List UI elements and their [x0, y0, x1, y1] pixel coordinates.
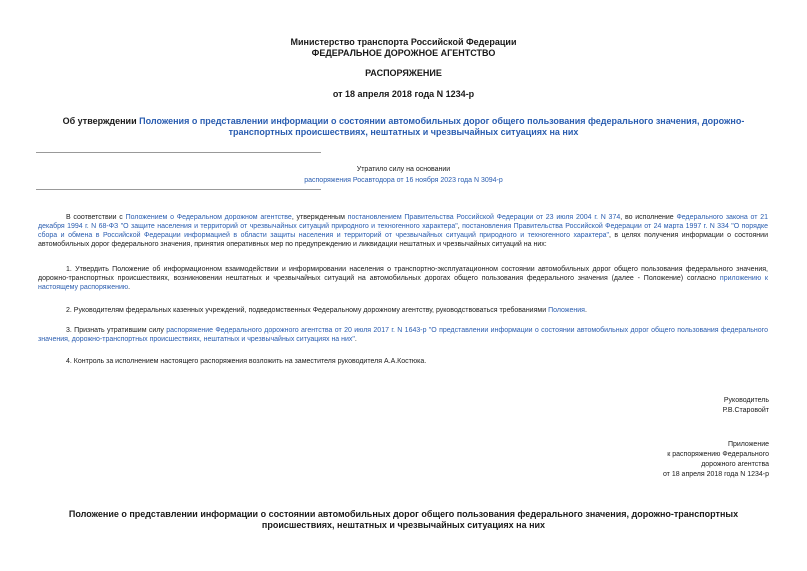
agency-name: ФЕДЕРАЛЬНОЕ ДОРОЖНОЕ АГЕНТСТВО [311, 48, 496, 58]
title-link[interactable]: Положения о представлении информации о состоянии автомобильных дорог общего пользования федерального значения, дорожно-транспортных происшествиях, нештатных и чрезвычайных ситуациях на них [139, 116, 745, 137]
item-2-link[interactable]: Положения [548, 307, 585, 314]
item-4-paragraph [38, 357, 768, 366]
item-3-text: 3. Признать утратившим силу [66, 327, 167, 334]
preamble-paragraph [38, 213, 768, 249]
preamble-link-1[interactable]: Положением о Федеральном дорожном агентстве [125, 214, 292, 221]
item-1-tail: . [128, 284, 131, 291]
item-3-link[interactable]: распоряжение Федерального дорожного агентства от 20 июля 2017 г. N 1643-р "О представлении информации о состоянии автомобильных дорог общего пользования федерального значения, дорожно-транспортных происшествиях, нештатных и чрезвычайных ситуациях на них" [38, 327, 768, 343]
title-prefix: Об утверждении [62, 116, 140, 126]
appendix-line-1: Приложение [727, 441, 769, 448]
document-type: РАСПОРЯЖЕНИЕ [365, 68, 442, 78]
ministry-name: Министерство транспорта Российской Федерации [290, 37, 517, 47]
repeal-note [0, 164, 807, 186]
item-1-paragraph [38, 265, 768, 292]
repeal-text: Утратило силу на основании [356, 166, 451, 173]
signature-name: Р.В.Старовойт [722, 407, 769, 414]
signature-role: Руководитель [723, 397, 769, 404]
preamble-link-2[interactable]: постановлением Правительства Российской Федерации от 23 июля 2004 г. N 374 [347, 214, 621, 221]
item-2-tail: . [584, 307, 587, 314]
item-2-text: 2. Руководителям федеральных казенных учреждений, подведомственных Федеральному дорожному агентству, руководствоваться требованиями [66, 307, 549, 314]
item-2-paragraph [38, 306, 768, 315]
appendix-block [663, 440, 769, 480]
divider-bottom [36, 189, 321, 190]
item-4-text: 4. Контроль за исполнением настоящего распоряжения возложить на заместителя руководителя А.А.Костюка. [66, 358, 427, 365]
document-date: от 18 апреля 2018 года N 1234-р [332, 89, 475, 99]
appendix-line-3: дорожного агентства [701, 461, 769, 468]
signature-block [723, 396, 769, 416]
preamble-text-5: , в целях получения информации о состоянии автомобильных дорог федерального значения, принятия оперативных мер по предупреждению и ликвидации нештатных и чрезвычайных ситуаций на них: [38, 232, 768, 248]
preamble-text-2: , утвержденным [291, 214, 348, 221]
appendix-line-4: от 18 апреля 2018 года N 1234-р [662, 471, 769, 478]
item-1-link[interactable]: приложению к настоящему распоряжению [38, 275, 768, 291]
appendix-title: Положение о представлении информации о состоянии автомобильных дорог общего пользования федерального значения, дорожно-транспортных происшествиях, нештатных и чрезвычайных ситуациях на них [68, 509, 739, 530]
preamble-text-4: , [457, 223, 463, 230]
item-1-text: 1. Утвердить Положение об информационном взаимодействии и информировании населения о транспортно-эксплуатационном состоянии автомобильных дорог общего пользования федерального значения, дорожно-транспортных происшествиях, возникновении нештатных и чрезвычайных ситуаций на автомобильных дорогах общего пользования федерального значения (далее - Положение) согласно [38, 266, 768, 282]
repeal-link[interactable]: распоряжения Росавтодора от 16 ноября 2023 года N 3094-р [304, 177, 503, 184]
item-3-paragraph [38, 326, 768, 344]
preamble-link-3[interactable]: Федерального закона от 21 декабря 1994 г. N 68-ФЗ "О защите населения и территорий от чрезвычайных ситуаций природного и техногенного характера" [38, 214, 768, 230]
divider-top [36, 152, 321, 153]
appendix-line-2: к распоряжению Федерального [667, 451, 769, 458]
preamble-link-4[interactable]: постановления Правительства Российской Федерации от 24 марта 1997 г. N 334 "О порядке сбора и обмена в Российской Федерации информацией в области защиты населения и территорий от чрезвычайных ситуаций природного и техногенного характера" [38, 223, 768, 239]
preamble-text-1: В соответствии с [66, 214, 126, 221]
document-title [60, 116, 747, 138]
item-3-tail: . [354, 336, 357, 343]
preamble-text-3: , во исполнение [620, 214, 677, 221]
